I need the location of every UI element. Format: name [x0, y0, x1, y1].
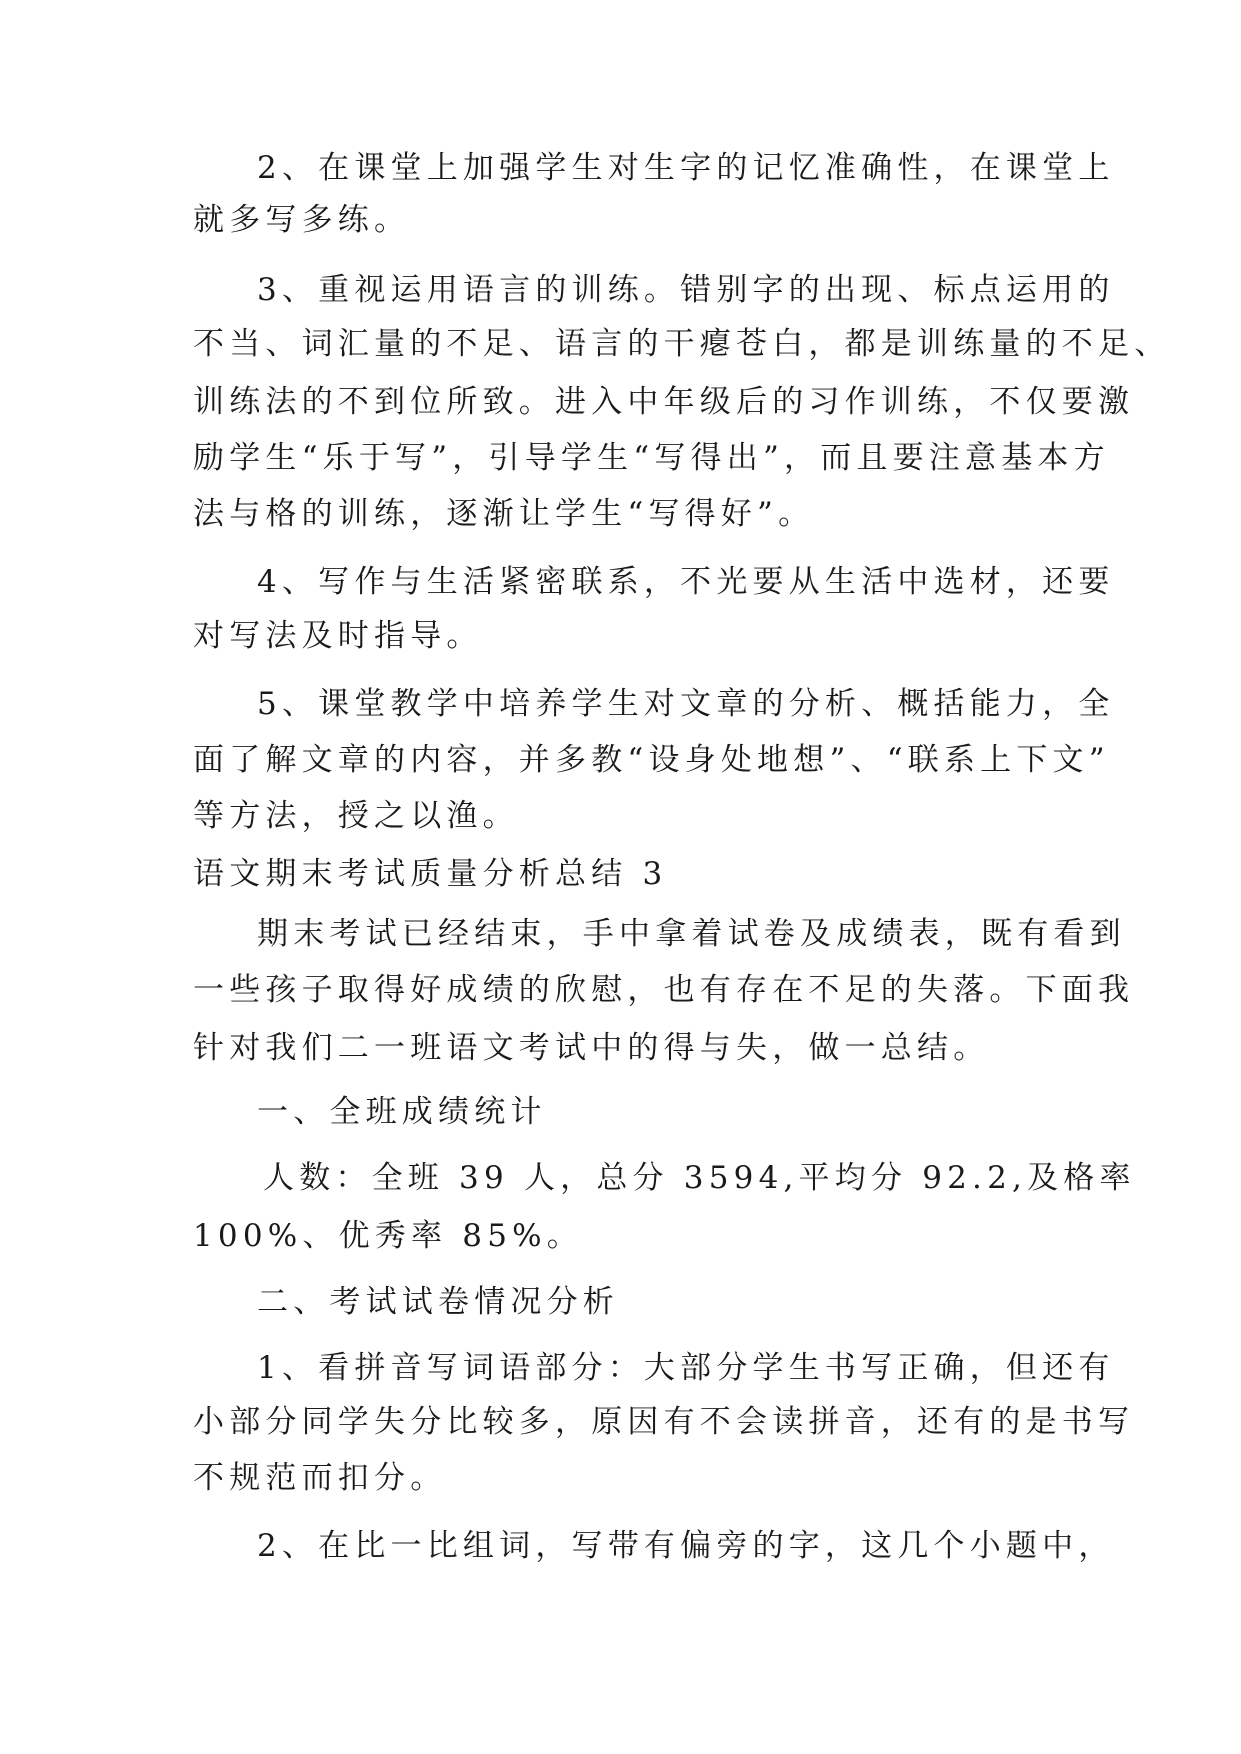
text-line: 3、重视运用语言的训练。错别字的出现、标点运用的	[257, 272, 1115, 308]
text-line: 励学生“乐于写”，引导学生“写得出”，而且要注意基本方	[193, 440, 1110, 476]
text-line: 4、写作与生活紧密联系，不光要从生活中选材，还要	[257, 564, 1115, 600]
text-line: 不规范而扣分。	[193, 1460, 447, 1496]
text-line: 2、在课堂上加强学生对生字的记忆准确性，在课堂上	[257, 150, 1115, 186]
text-line: 人数：全班 39 人，总分 3594,平均分 92.2,及格率	[263, 1160, 1136, 1196]
text-line: 期末考试已经结束，手中拿着试卷及成绩表，既有看到	[257, 916, 1126, 952]
text-line: 5、课堂教学中培养学生对文章的分析、概括能力，全	[257, 686, 1115, 722]
text-line: 就多写多练。	[193, 202, 411, 238]
text-line: 法与格的训练，逐渐让学生“写得好”。	[193, 496, 815, 532]
text-line: 1、看拼音写词语部分：大部分学生书写正确，但还有	[257, 1350, 1115, 1386]
text-line: 不当、词汇量的不足、语言的干瘪苍白，都是训练量的不足、	[193, 326, 1171, 362]
subheading: 一、全班成绩统计	[257, 1094, 547, 1130]
text-line: 等方法，授之以渔。	[193, 798, 519, 834]
text-line: 针对我们二一班语文考试中的得与失，做一总结。	[193, 1030, 990, 1066]
text-line: 训练法的不到位所致。进入中年级后的习作训练，不仅要激	[193, 384, 1135, 420]
text-line: 对写法及时指导。	[193, 618, 483, 654]
subheading: 二、考试试卷情况分析	[257, 1284, 619, 1320]
text-line: 小部分同学失分比较多，原因有不会读拼音，还有的是书写	[193, 1404, 1135, 1440]
section-heading: 语文期末考试质量分析总结 3	[193, 856, 668, 892]
text-line: 面了解文章的内容，并多教“设身处地想”、“联系上下文”	[193, 742, 1110, 778]
text-line: 2、在比一比组词，写带有偏旁的字，这几个小题中，	[257, 1528, 1115, 1564]
text-line: 一些孩子取得好成绩的欣慰，也有存在不足的失落。下面我	[193, 972, 1135, 1008]
text-line: 100%、优秀率 85%。	[193, 1218, 583, 1254]
